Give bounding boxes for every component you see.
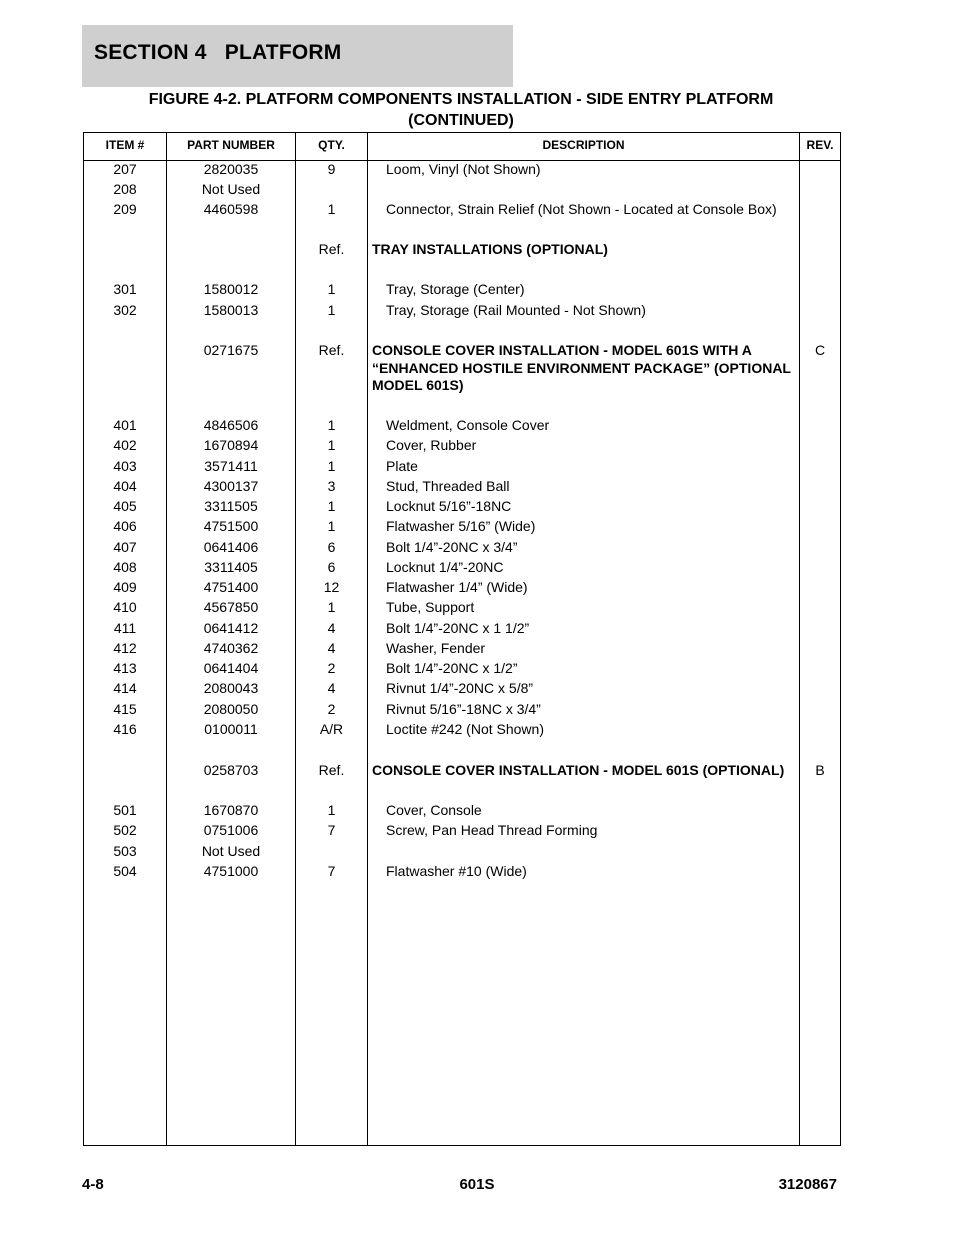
figure-title: FIGURE 4-2. PLATFORM COMPONENTS INSTALLATION - SIDE ENTRY PLATFORM (148, 91, 774, 108)
cell-qty: 7 (327, 822, 336, 838)
cell-description: Tray, Storage (Center) (386, 281, 525, 297)
cell-description: Plate (386, 458, 418, 474)
cell-item: 405 (113, 498, 137, 514)
cell-description: Connector, Strain Relief (Not Shown - Located at Console Box) (386, 201, 777, 217)
cell-description: CONSOLE COVER INSTALLATION - MODEL 601S WITH A “ENHANCED HOSTILE ENVIRONMENT PACKAGE” (OPTIONAL MODEL 601S) (372, 342, 791, 393)
cell-item: 504 (113, 863, 137, 879)
cell-qty: 1 (327, 802, 336, 818)
cell-item: 408 (113, 559, 137, 575)
cell-qty: 4 (327, 680, 336, 696)
cell-part-number: 0271675 (203, 342, 259, 358)
cell-part-number: Not Used (201, 843, 261, 859)
cell-qty: Ref. (318, 241, 345, 257)
cell-part-number: 4300137 (203, 478, 259, 494)
cell-part-number: 0751006 (203, 822, 259, 838)
cell-qty: 1 (327, 599, 336, 615)
figure-title-continued: (CONTINUED) (408, 112, 514, 129)
cell-item: 209 (113, 201, 137, 217)
cell-qty: 12 (323, 579, 340, 595)
cell-item: 409 (113, 579, 137, 595)
section-title: SECTION 4 PLATFORM (94, 41, 342, 64)
cell-description: Weldment, Console Cover (386, 417, 550, 433)
cell-item: 414 (113, 680, 137, 696)
cell-item: 404 (113, 478, 137, 494)
header-description: DESCRIPTION (542, 138, 625, 152)
cell-item: 415 (113, 701, 137, 717)
cell-description: Washer, Fender (386, 640, 486, 656)
cell-description: Locknut 5/16”-18NC (386, 498, 512, 514)
cell-item: 301 (113, 281, 137, 297)
cell-item: 412 (113, 640, 137, 656)
cell-description: TRAY INSTALLATIONS (OPTIONAL) (372, 241, 608, 257)
footer-model: 601S (459, 1176, 495, 1193)
cell-qty: 4 (327, 640, 336, 656)
cell-description: Cover, Rubber (386, 437, 477, 453)
cell-part-number: 4751400 (203, 579, 259, 595)
footer-page-number: 4-8 (82, 1176, 104, 1193)
cell-item: 403 (113, 458, 137, 474)
cell-part-number: Not Used (201, 181, 261, 197)
cell-qty: A/R (319, 721, 344, 737)
cell-part-number: 0258703 (203, 762, 259, 778)
cell-qty: 1 (327, 201, 336, 217)
cell-description: Loctite #242 (Not Shown) (386, 721, 544, 737)
cell-item: 302 (113, 302, 137, 318)
cell-part-number: 1670870 (203, 802, 259, 818)
cell-description: Bolt 1/4”-20NC x 3/4” (386, 539, 518, 555)
cell-description: Rivnut 5/16”-18NC x 3/4” (386, 701, 541, 717)
cell-part-number: 1580012 (203, 281, 259, 297)
cell-item: 402 (113, 437, 137, 453)
cell-item: 406 (113, 518, 137, 534)
cell-qty: 6 (327, 539, 336, 555)
header-qty: QTY. (318, 138, 345, 152)
cell-part-number: 0641406 (203, 539, 259, 555)
cell-part-number: 1580013 (203, 302, 259, 318)
cell-qty: 1 (327, 458, 336, 474)
cell-qty: 9 (327, 161, 336, 177)
cell-item: 501 (113, 802, 137, 818)
cell-qty: 1 (327, 281, 336, 297)
cell-item: 503 (113, 843, 137, 859)
cell-qty: 1 (327, 518, 336, 534)
cell-qty: 4 (327, 620, 336, 636)
cell-item: 411 (113, 620, 137, 636)
cell-qty: 1 (327, 498, 336, 514)
footer-doc-number: 3120867 (778, 1176, 837, 1193)
cell-rev: C (814, 342, 826, 358)
cell-part-number: 2820035 (203, 161, 259, 177)
cell-qty: 1 (327, 437, 336, 453)
cell-qty: 2 (327, 701, 336, 717)
cell-description: Bolt 1/4”-20NC x 1/2” (386, 660, 518, 676)
cell-part-number: 4751000 (203, 863, 259, 879)
cell-description: Tray, Storage (Rail Mounted - Not Shown) (386, 302, 646, 318)
cell-item: 502 (113, 822, 137, 838)
cell-description: Flatwasher 1/4” (Wide) (386, 579, 528, 595)
column-divider (367, 133, 368, 1145)
cell-part-number: 4751500 (203, 518, 259, 534)
cell-part-number: 0641412 (203, 620, 259, 636)
cell-item: 207 (113, 161, 137, 177)
cell-description: Tube, Support (386, 599, 475, 615)
cell-description: Rivnut 1/4”-20NC x 5/8” (386, 680, 534, 696)
cell-part-number: 0641404 (203, 660, 259, 676)
cell-description: Bolt 1/4”-20NC x 1 1/2” (386, 620, 530, 636)
cell-part-number: 2080050 (203, 701, 259, 717)
header-part-number: PART NUMBER (187, 138, 275, 152)
cell-item: 407 (113, 539, 137, 555)
cell-qty: 6 (327, 559, 336, 575)
cell-item: 410 (113, 599, 137, 615)
cell-description: Loom, Vinyl (Not Shown) (386, 161, 541, 177)
cell-part-number: 4567850 (203, 599, 259, 615)
cell-item: 416 (113, 721, 137, 737)
cell-description: Cover, Console (386, 802, 482, 818)
section-banner (82, 25, 513, 87)
cell-description: Stud, Threaded Ball (386, 478, 510, 494)
cell-part-number: 2080043 (203, 680, 259, 696)
header-item: ITEM # (105, 138, 145, 152)
cell-qty: Ref. (318, 342, 345, 358)
cell-description: Locknut 1/4”-20NC (386, 559, 504, 575)
cell-item: 401 (113, 417, 137, 433)
cell-description: Flatwasher 5/16” (Wide) (386, 518, 536, 534)
cell-part-number: 0100011 (204, 721, 258, 737)
cell-part-number: 3311405 (204, 559, 258, 575)
cell-part-number: 4740362 (203, 640, 259, 656)
cell-qty: Ref. (318, 762, 345, 778)
parts-table (83, 132, 841, 1146)
cell-qty: 7 (327, 863, 336, 879)
cell-qty: 1 (327, 302, 336, 318)
cell-qty: 2 (327, 660, 336, 676)
cell-item: 208 (113, 181, 137, 197)
cell-qty: 1 (327, 417, 336, 433)
header-rev: REV. (806, 138, 834, 152)
cell-part-number: 3571411 (204, 458, 258, 474)
cell-item: 413 (113, 660, 137, 676)
cell-part-number: 4460598 (203, 201, 259, 217)
cell-qty: 3 (327, 478, 336, 494)
cell-description: CONSOLE COVER INSTALLATION - MODEL 601S (OPTIONAL) (372, 762, 785, 778)
cell-part-number: 3311505 (204, 498, 258, 514)
cell-description: Screw, Pan Head Thread Forming (386, 822, 598, 838)
cell-rev: B (815, 762, 825, 778)
cell-description: Flatwasher #10 (Wide) (386, 863, 527, 879)
cell-part-number: 4846506 (203, 417, 259, 433)
cell-part-number: 1670894 (203, 437, 259, 453)
